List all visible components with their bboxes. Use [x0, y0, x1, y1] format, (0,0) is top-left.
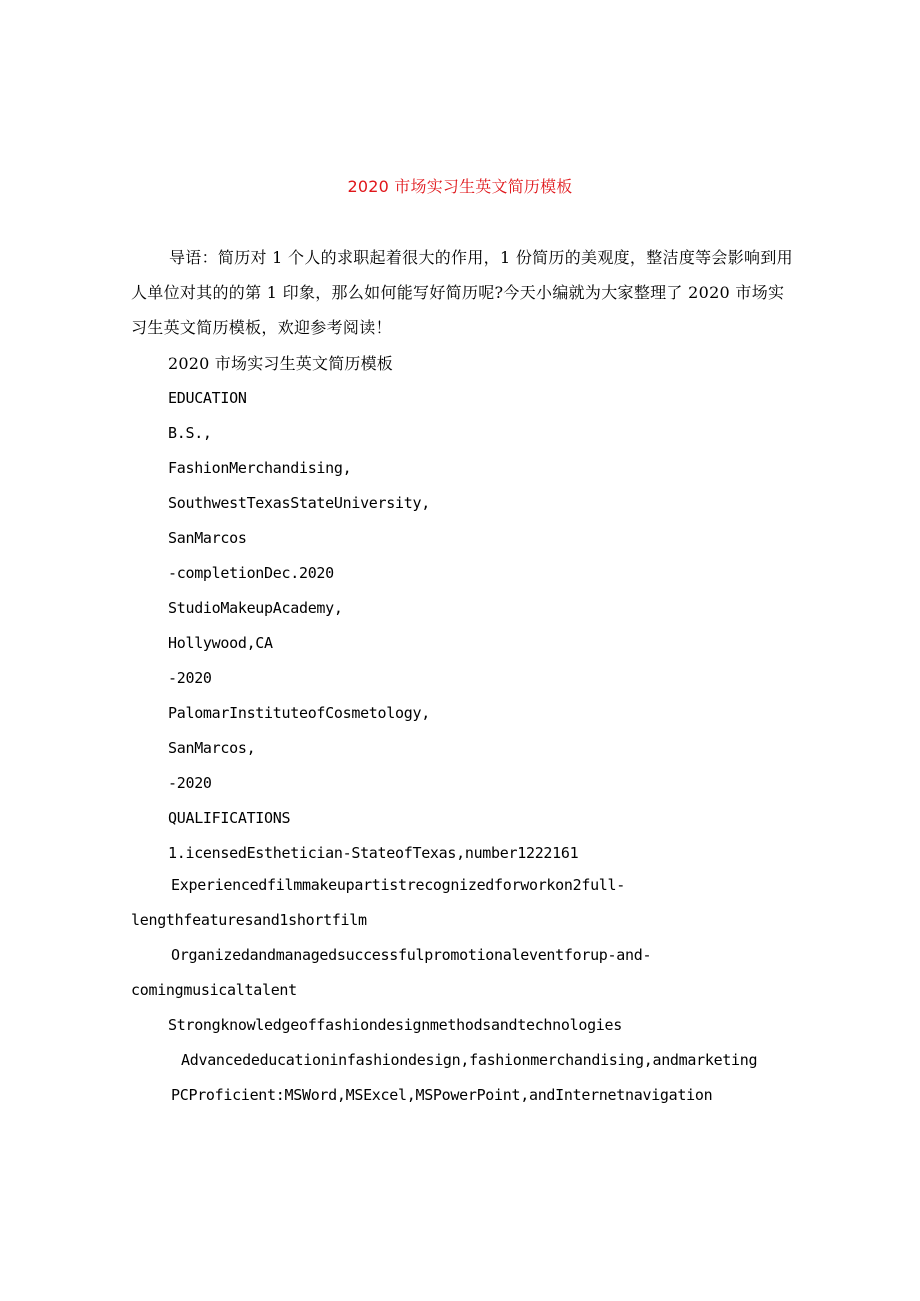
education-institute-city: SanMarcos,: [168, 739, 256, 757]
qualification-film-makeup-cont: lengthfeaturesand1shortfilm: [131, 911, 367, 929]
qualifications-heading: QUALIFICATIONS: [168, 809, 291, 827]
education-major: FashionMerchandising,: [168, 459, 352, 477]
education-degree: B.S.,: [168, 424, 212, 442]
page-title: 2020 市场实习生英文简历模板: [347, 177, 573, 196]
qualification-promotional-event: Organizedandmanagedsuccessfulpromotionaleventforup-and-: [171, 946, 652, 964]
qualification-license: 1.icensedEsthetician-StateofTexas,number1222161: [168, 844, 579, 862]
resume-subtitle: 2020 市场实习生英文简历模板: [168, 354, 394, 373]
education-academy-year: -2020: [168, 669, 212, 687]
education-heading: EDUCATION: [168, 389, 247, 407]
qualification-promotional-event-cont: comingmusicaltalent: [131, 981, 297, 999]
qualification-pc-skills: PCProficient:MSWord,MSExcel,MSPowerPoint,andInternetnavigation: [171, 1086, 713, 1104]
qualification-film-makeup: Experiencedfilmmakeupartistrecognizedforworkon2full-: [171, 876, 626, 894]
qualification-fashion-knowledge: Strongknowledgeoffashiondesignmethodsandtechnologies: [168, 1016, 623, 1034]
education-institute: PalomarInstituteofCosmetology,: [168, 704, 430, 722]
education-university: SouthwestTexasStateUniversity,: [168, 494, 430, 512]
intro-paragraph: 导语：简历对 1 个人的求职起着很大的作用，1 份简历的美观度，整洁度等会影响到用人单位对其的的第 1 印象，那么如何能写好简历呢?今天小编就为大家整理了 2020 市场实习生英文简历模板，欢迎参考阅读！: [131, 248, 793, 337]
education-academy: StudioMakeupAcademy,: [168, 599, 343, 617]
qualification-education: Advancededucationinfashiondesign,fashionmerchandising,andmarketing: [181, 1051, 758, 1069]
education-academy-location: Hollywood,CA: [168, 634, 273, 652]
education-city: SanMarcos: [168, 529, 247, 547]
education-institute-year: -2020: [168, 774, 212, 792]
education-completion: -completionDec.2020: [168, 564, 334, 582]
